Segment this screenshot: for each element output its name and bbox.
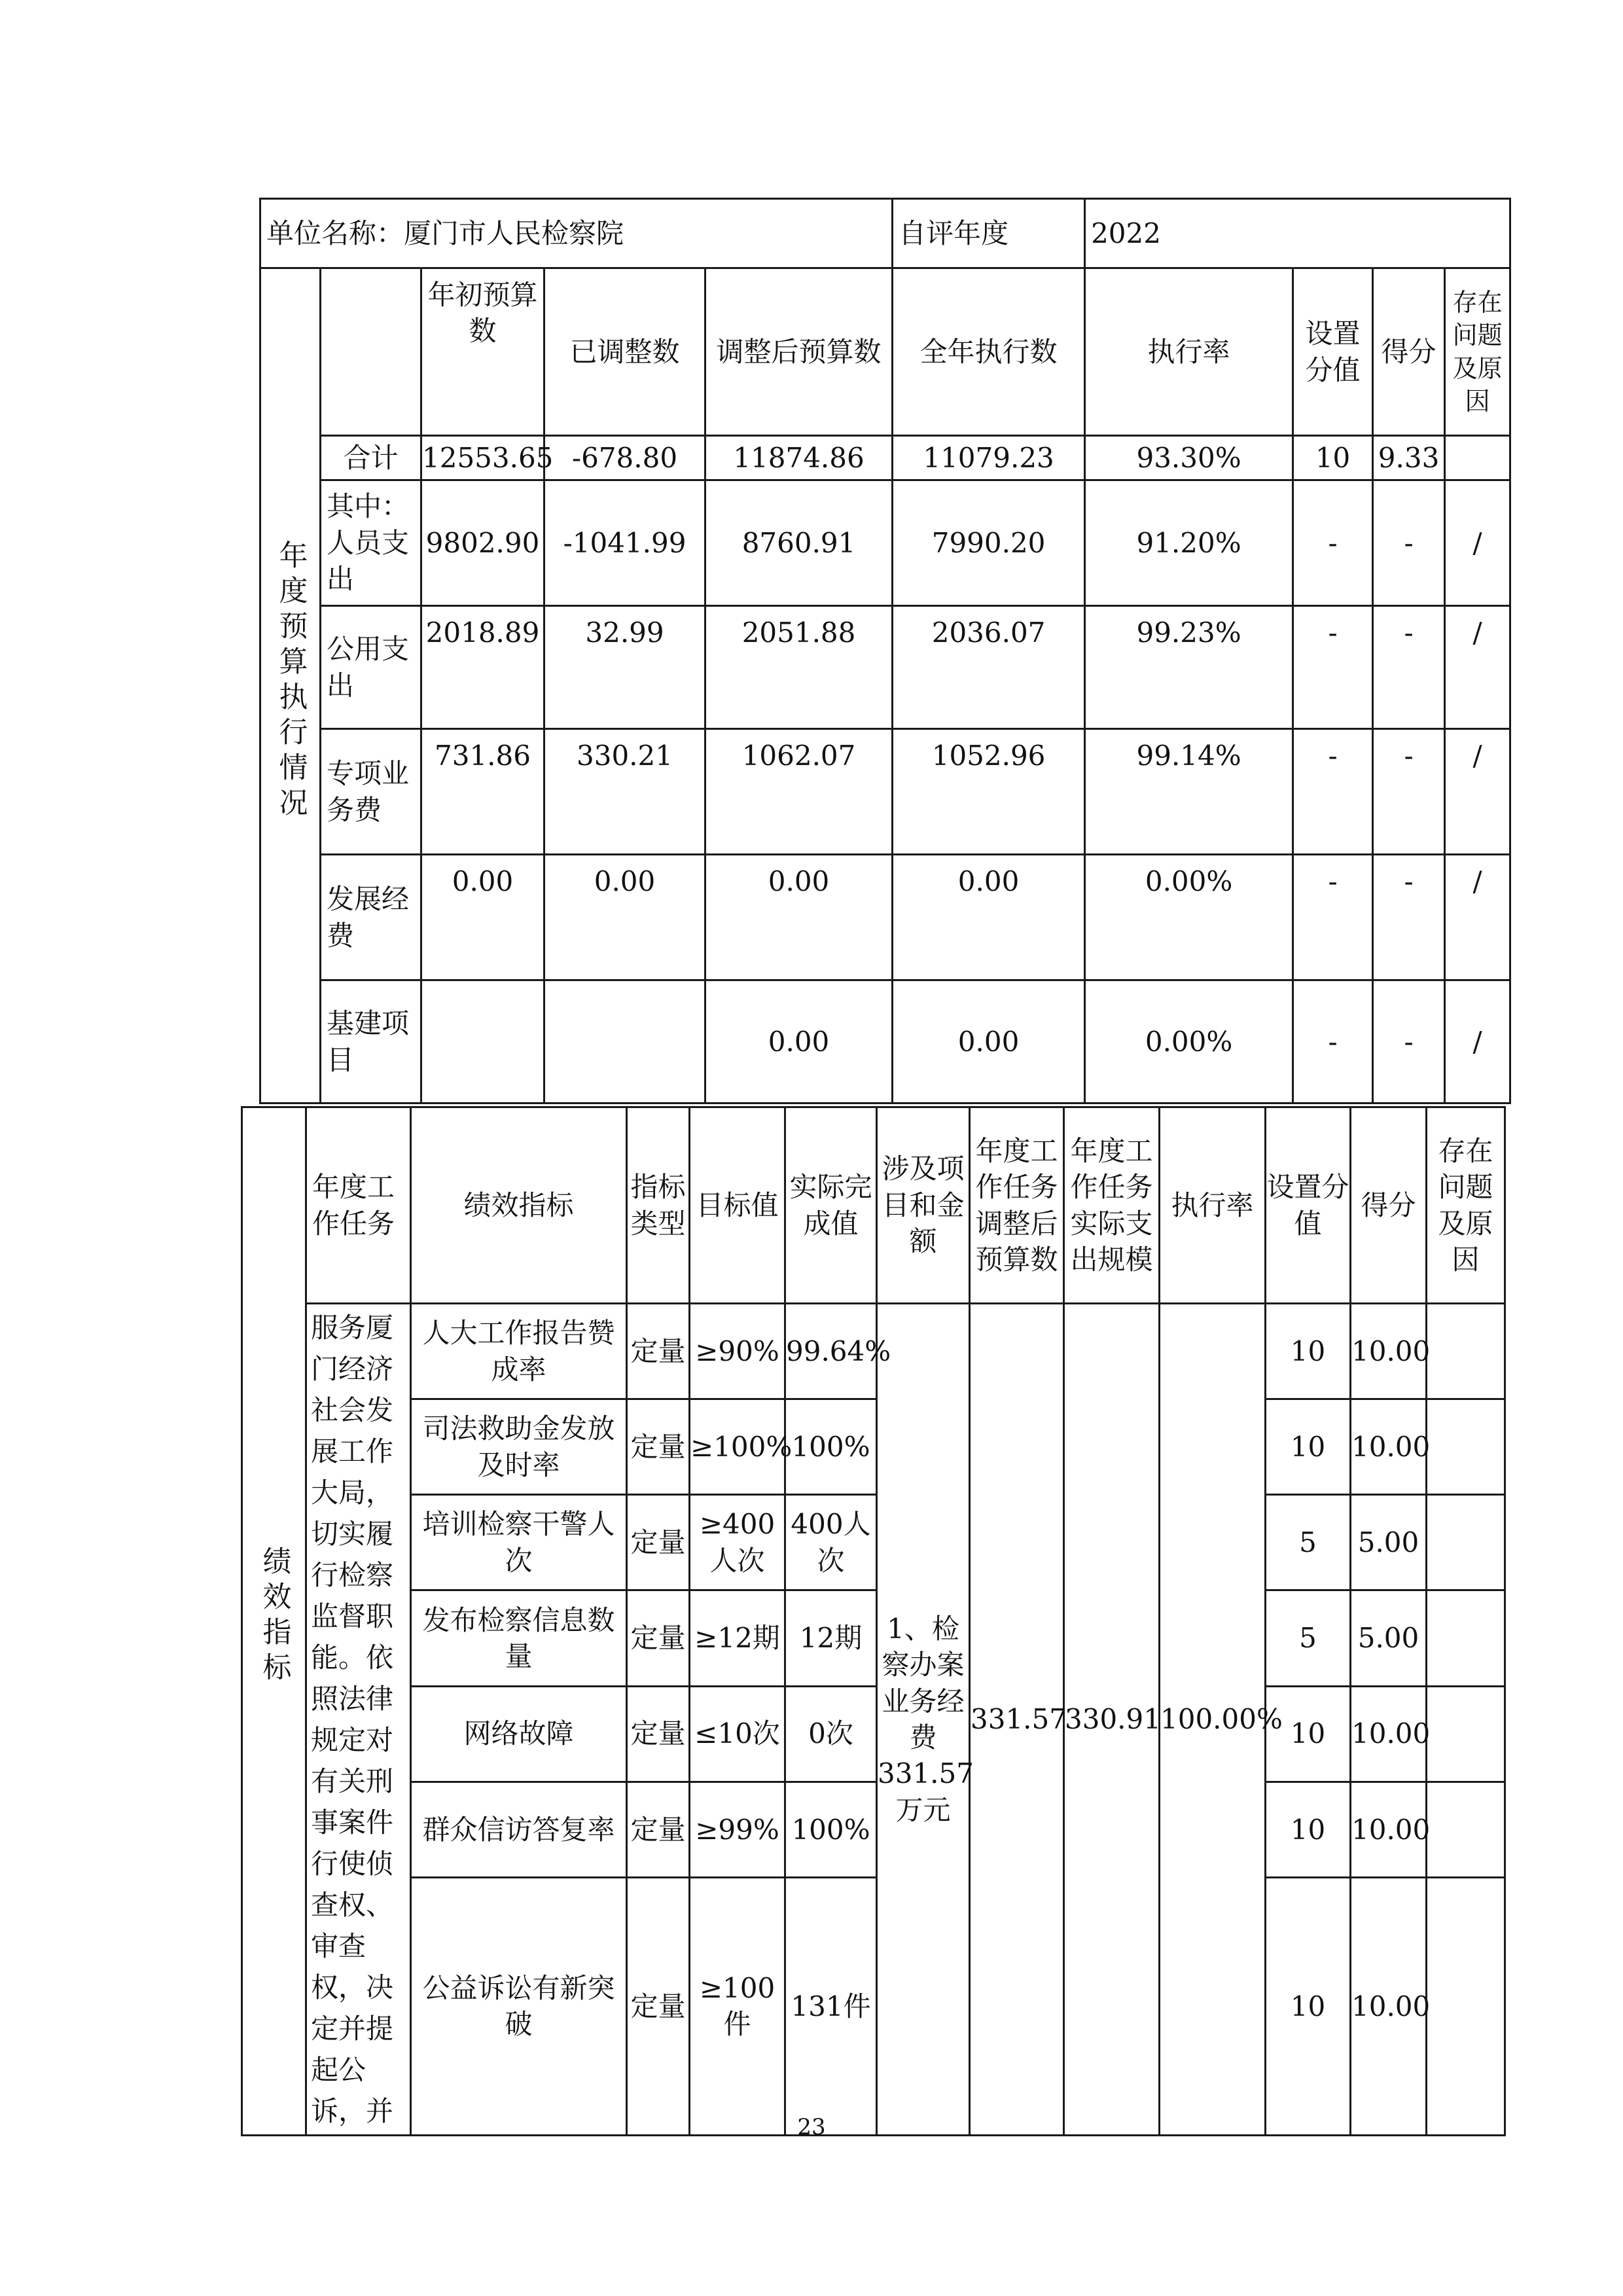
score-set: 5 <box>1266 1495 1351 1590</box>
cell-executed: 1052.96 <box>893 729 1085 855</box>
cell-score: - <box>1373 480 1445 606</box>
table-row <box>260 436 1510 480</box>
indicator-name: 群众信访答复率 <box>411 1782 627 1877</box>
table-row <box>242 1686 1505 1782</box>
target-value: ≤10次 <box>690 1686 785 1782</box>
header-target: 目标值 <box>690 1107 785 1304</box>
table-row <box>242 1590 1505 1686</box>
score: 10.00 <box>1351 1399 1427 1495</box>
header-adjusted: 已调整数 <box>544 268 705 436</box>
header-indicator: 绩效指标 <box>411 1107 627 1304</box>
actual-value: 12期 <box>785 1590 877 1686</box>
execution-rate: 100.00% <box>1160 1304 1266 2136</box>
issue-cell <box>1427 1877 1505 2135</box>
row-label: 专项业务费 <box>321 729 421 855</box>
header-issue: 存在问题及原因 <box>1445 268 1510 436</box>
cell-executed: 7990.20 <box>893 480 1085 606</box>
indicator-name: 公益诉讼有新突破 <box>411 1877 627 2135</box>
cell-score: - <box>1373 606 1445 729</box>
cell-after: 8760.91 <box>705 480 893 606</box>
cell-executed: 11079.23 <box>893 436 1085 480</box>
cell-score: - <box>1373 980 1445 1103</box>
cell-after: 2051.88 <box>705 606 893 729</box>
score-set: 10 <box>1266 1782 1351 1877</box>
indicator-type: 定量 <box>627 1590 690 1686</box>
table-row <box>260 980 1510 1103</box>
target-value: ≥100件 <box>690 1877 785 2135</box>
annual-task-text: 服务厦门经济社会发展工作大局，切实履行检察监督职能。依照法律规定对有关刑事案件行使侦查权、审查权，决定并提起公诉，并 <box>306 1304 411 2136</box>
actual-value: 400人次 <box>785 1495 877 1590</box>
cell-score-set: - <box>1293 480 1373 606</box>
header-issue: 存在问题及原因 <box>1427 1107 1505 1304</box>
header-executed: 全年执行数 <box>893 268 1085 436</box>
row-label: 基建项目 <box>321 980 421 1103</box>
header-initial-budget: 年初预算数 <box>421 268 544 436</box>
indicator-type: 定量 <box>627 1399 690 1495</box>
table-row <box>242 1304 1505 1399</box>
cell-rate: 91.20% <box>1085 480 1293 606</box>
issue-cell <box>1427 1782 1505 1877</box>
cell-rate: 99.23% <box>1085 606 1293 729</box>
cell-issue <box>1445 436 1510 480</box>
indicator-name: 司法救助金发放及时率 <box>411 1399 627 1495</box>
table-row <box>260 729 1510 855</box>
score: 10.00 <box>1351 1782 1427 1877</box>
cell-initial: 731.86 <box>421 729 544 855</box>
cell-adjusted: -678.80 <box>544 436 705 480</box>
score-set: 10 <box>1266 1686 1351 1782</box>
indicator-name: 培训检察干警人次 <box>411 1495 627 1590</box>
cell-score-set: - <box>1293 980 1373 1103</box>
performance-indicator-table <box>241 1106 1506 2136</box>
score-set: 5 <box>1266 1590 1351 1686</box>
indicator-name: 发布检察信息数量 <box>411 1590 627 1686</box>
cell-issue: / <box>1445 855 1510 980</box>
cell-score-set: 10 <box>1293 436 1373 480</box>
table-row <box>242 1495 1505 1590</box>
table-row <box>242 1877 1505 2135</box>
score-set: 10 <box>1266 1399 1351 1495</box>
issue-cell <box>1427 1686 1505 1782</box>
header-score: 得分 <box>1373 268 1445 436</box>
header-score: 得分 <box>1351 1107 1427 1304</box>
score-set: 10 <box>1266 1304 1351 1399</box>
score: 5.00 <box>1351 1495 1427 1590</box>
row-label: 合计 <box>321 436 421 480</box>
cell-executed: 2036.07 <box>893 606 1085 729</box>
target-value: ≥100% <box>690 1399 785 1495</box>
cell-executed: 0.00 <box>893 980 1085 1103</box>
target-value: ≥99% <box>690 1782 785 1877</box>
header-score-set: 设置分值 <box>1266 1107 1351 1304</box>
cell-adjusted: -1041.99 <box>544 480 705 606</box>
header-actual: 实际完成值 <box>785 1107 877 1304</box>
cell-initial: 9802.90 <box>421 480 544 606</box>
header-adjusted-budget: 年度工作任务调整后预算数 <box>970 1107 1064 1304</box>
actual-value: 131件 <box>785 1877 877 2135</box>
cell-issue: / <box>1445 980 1510 1103</box>
header-task: 年度工作任务 <box>306 1107 411 1304</box>
cell-after: 11874.86 <box>705 436 893 480</box>
indicator-type: 定量 <box>627 1782 690 1877</box>
indicator-type: 定量 <box>627 1877 690 2135</box>
budget-execution-table <box>259 198 1511 1104</box>
header-actual-spend: 年度工作任务实际支出规模 <box>1064 1107 1160 1304</box>
side-label-budget: 年度预算执行情况 <box>260 268 321 1103</box>
issue-cell <box>1427 1590 1505 1686</box>
indicator-name: 人大工作报告赞成率 <box>411 1304 627 1399</box>
year-label-cell: 自评年度 <box>893 199 1085 268</box>
header-empty <box>321 268 421 436</box>
year-value-cell: 2022 <box>1085 199 1510 268</box>
cell-issue: / <box>1445 606 1510 729</box>
header-score-set: 设置分值 <box>1293 268 1373 436</box>
actual-spend: 330.91 <box>1064 1304 1160 2136</box>
indicator-type: 定量 <box>627 1495 690 1590</box>
score: 10.00 <box>1351 1686 1427 1782</box>
page-number: 23 <box>797 2114 826 2140</box>
target-value: ≥400人次 <box>690 1495 785 1590</box>
cell-issue: / <box>1445 729 1510 855</box>
cell-adjusted: 330.21 <box>544 729 705 855</box>
cell-score: - <box>1373 855 1445 980</box>
score: 5.00 <box>1351 1590 1427 1686</box>
side-label-performance: 绩效指标 <box>242 1107 306 2136</box>
cell-initial: 0.00 <box>421 855 544 980</box>
cell-executed: 0.00 <box>893 855 1085 980</box>
actual-value: 100% <box>785 1399 877 1495</box>
cell-score-set: - <box>1293 729 1373 855</box>
cell-rate: 0.00% <box>1085 855 1293 980</box>
target-value: ≥90% <box>690 1304 785 1399</box>
row-label: 发展经费 <box>321 855 421 980</box>
cell-rate: 99.14% <box>1085 729 1293 855</box>
score: 10.00 <box>1351 1877 1427 2135</box>
cell-adjusted: 32.99 <box>544 606 705 729</box>
header-rate: 执行率 <box>1160 1107 1266 1304</box>
header-project: 涉及项目和金额 <box>877 1107 970 1304</box>
score: 10.00 <box>1351 1304 1427 1399</box>
header-rate: 执行率 <box>1085 268 1293 436</box>
cell-rate: 0.00% <box>1085 980 1293 1103</box>
cell-after: 0.00 <box>705 855 893 980</box>
cell-issue: / <box>1445 480 1510 606</box>
cell-initial: 2018.89 <box>421 606 544 729</box>
table-row <box>242 1399 1505 1495</box>
header-type: 指标类型 <box>627 1107 690 1304</box>
project-amount: 1、检察办案业务经费331.57万元 <box>877 1304 970 2136</box>
target-value: ≥12期 <box>690 1590 785 1686</box>
issue-cell <box>1427 1495 1505 1590</box>
cell-score: 9.33 <box>1373 436 1445 480</box>
table-row <box>242 1782 1505 1877</box>
cell-score: - <box>1373 729 1445 855</box>
issue-cell <box>1427 1304 1505 1399</box>
cell-initial <box>421 980 544 1103</box>
cell-after: 0.00 <box>705 980 893 1103</box>
unit-name-cell: 单位名称：厦门市人民检察院 <box>260 199 893 268</box>
actual-value: 0次 <box>785 1686 877 1782</box>
score-set: 10 <box>1266 1877 1351 2135</box>
actual-value: 100% <box>785 1782 877 1877</box>
indicator-type: 定量 <box>627 1686 690 1782</box>
issue-cell <box>1427 1399 1505 1495</box>
row-label: 其中：人员支出 <box>321 480 421 606</box>
adjusted-budget: 331.57 <box>970 1304 1064 2136</box>
cell-score-set: - <box>1293 855 1373 980</box>
actual-value: 99.64% <box>785 1304 877 1399</box>
cell-adjusted: 0.00 <box>544 855 705 980</box>
cell-initial: 12553.65 <box>421 436 544 480</box>
indicator-type: 定量 <box>627 1304 690 1399</box>
header-after-adjust: 调整后预算数 <box>705 268 893 436</box>
row-label: 公用支出 <box>321 606 421 729</box>
cell-after: 1062.07 <box>705 729 893 855</box>
cell-score-set: - <box>1293 606 1373 729</box>
table-row <box>260 855 1510 980</box>
table-row <box>260 480 1510 606</box>
table-row <box>260 606 1510 729</box>
indicator-name: 网络故障 <box>411 1686 627 1782</box>
cell-adjusted <box>544 980 705 1103</box>
cell-rate: 93.30% <box>1085 436 1293 480</box>
